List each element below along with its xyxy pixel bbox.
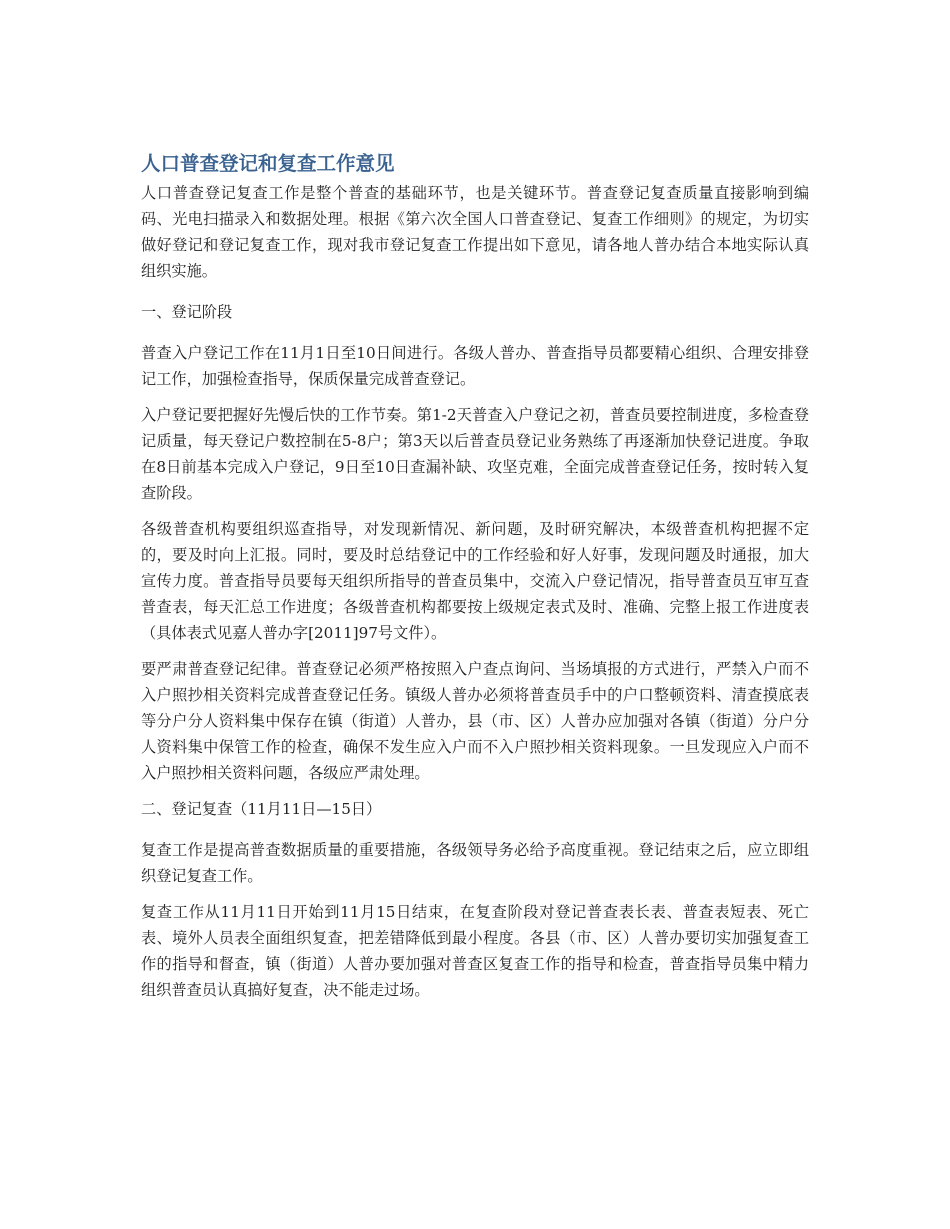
section-heading-recheck: 二、登记复查（11月11日—15日） — [141, 800, 382, 818]
paragraph: 要严肃普查登记纪律。普查登记必须严格按照入户查点询问、当场填报的方式进行，严禁入户而不入户照抄相关资料完成普查登记任务。镇级人普办必须将普查员手中的户口整顿资料、清查摸底表等分户分人资料集中保存在镇（街道）人普办，县（市、区）人普办应加强对各镇（街道）分户分人资料集中保管工作的检查，确保不发生应入户而不入户照抄相关资料现象。一旦发现应入户而不入户照抄相关资料问题，各级应严肃处理。 — [141, 660, 809, 782]
paragraph: 入户登记要把握好先慢后快的工作节奏。第1-2天普查入户登记之初，普查员要控制进度，多检查登记质量，每天登记户数控制在5-8户；第3天以后普查员登记业务熟练了再逐渐加快登记进度。争取在8日前基本完成入户登记，9日至10日查漏补缺、攻坚克难，全面完成普查登记任务，按时转入复查阶段。 — [141, 406, 809, 502]
paragraph: 普查入户登记工作在11月1日至10日间进行。各级人普办、普查指导员都要精心组织、合理安排登记工作，加强检查指导，保质保量完成普查登记。 — [141, 344, 809, 388]
section-heading-registration: 一、登记阶段 — [141, 303, 233, 321]
document-page — [141, 150, 809, 1013]
intro-paragraph: 人口普查登记复查工作是整个普查的基础环节，也是关键环节。普查登记复查质量直接影响到编码、光电扫描录入和数据处理。根据《第六次全国人口普查登记、复查工作细则》的规定，为切实做好登记和登记复查工作，现对我市登记复查工作提出如下意见，请各地人普办结合本地实际认真组织实施。 — [141, 184, 809, 280]
paragraph: 复查工作从11月11日开始到11月15日结束，在复查阶段对登记普查表长表、普查表短表、死亡表、境外人员表全面组织复查，把差错降低到最小程度。各县（市、区）人普办要切实加强复查工作的指导和督查，镇（街道）人普办要加强对普查区复查工作的指导和检查，普查指导员集中精力组织普查员认真搞好复查，决不能走过场。 — [141, 903, 809, 999]
paragraph: 复查工作是提高普查数据质量的重要措施，各级领导务必给予高度重视。登记结束之后，应立即组织登记复查工作。 — [141, 841, 809, 885]
document-title: 人口普查登记和复查工作意见 — [141, 152, 395, 175]
paragraph: 各级普查机构要组织巡查指导，对发现新情况、新问题，及时研究解决，本级普查机构把握不定的，要及时向上汇报。同时，要及时总结登记中的工作经验和好人好事，发现问题及时通报，加大宣传力度。普查指导员要每天组织所指导的普查员集中，交流入户登记情况，指导普查员互审互查普查表，每天汇总工作进度；各级普查机构都要按上级规定表式及时、准确、完整上报工作进度表（具体表式见嘉人普办字[2011]97号文件）。 — [141, 520, 809, 642]
